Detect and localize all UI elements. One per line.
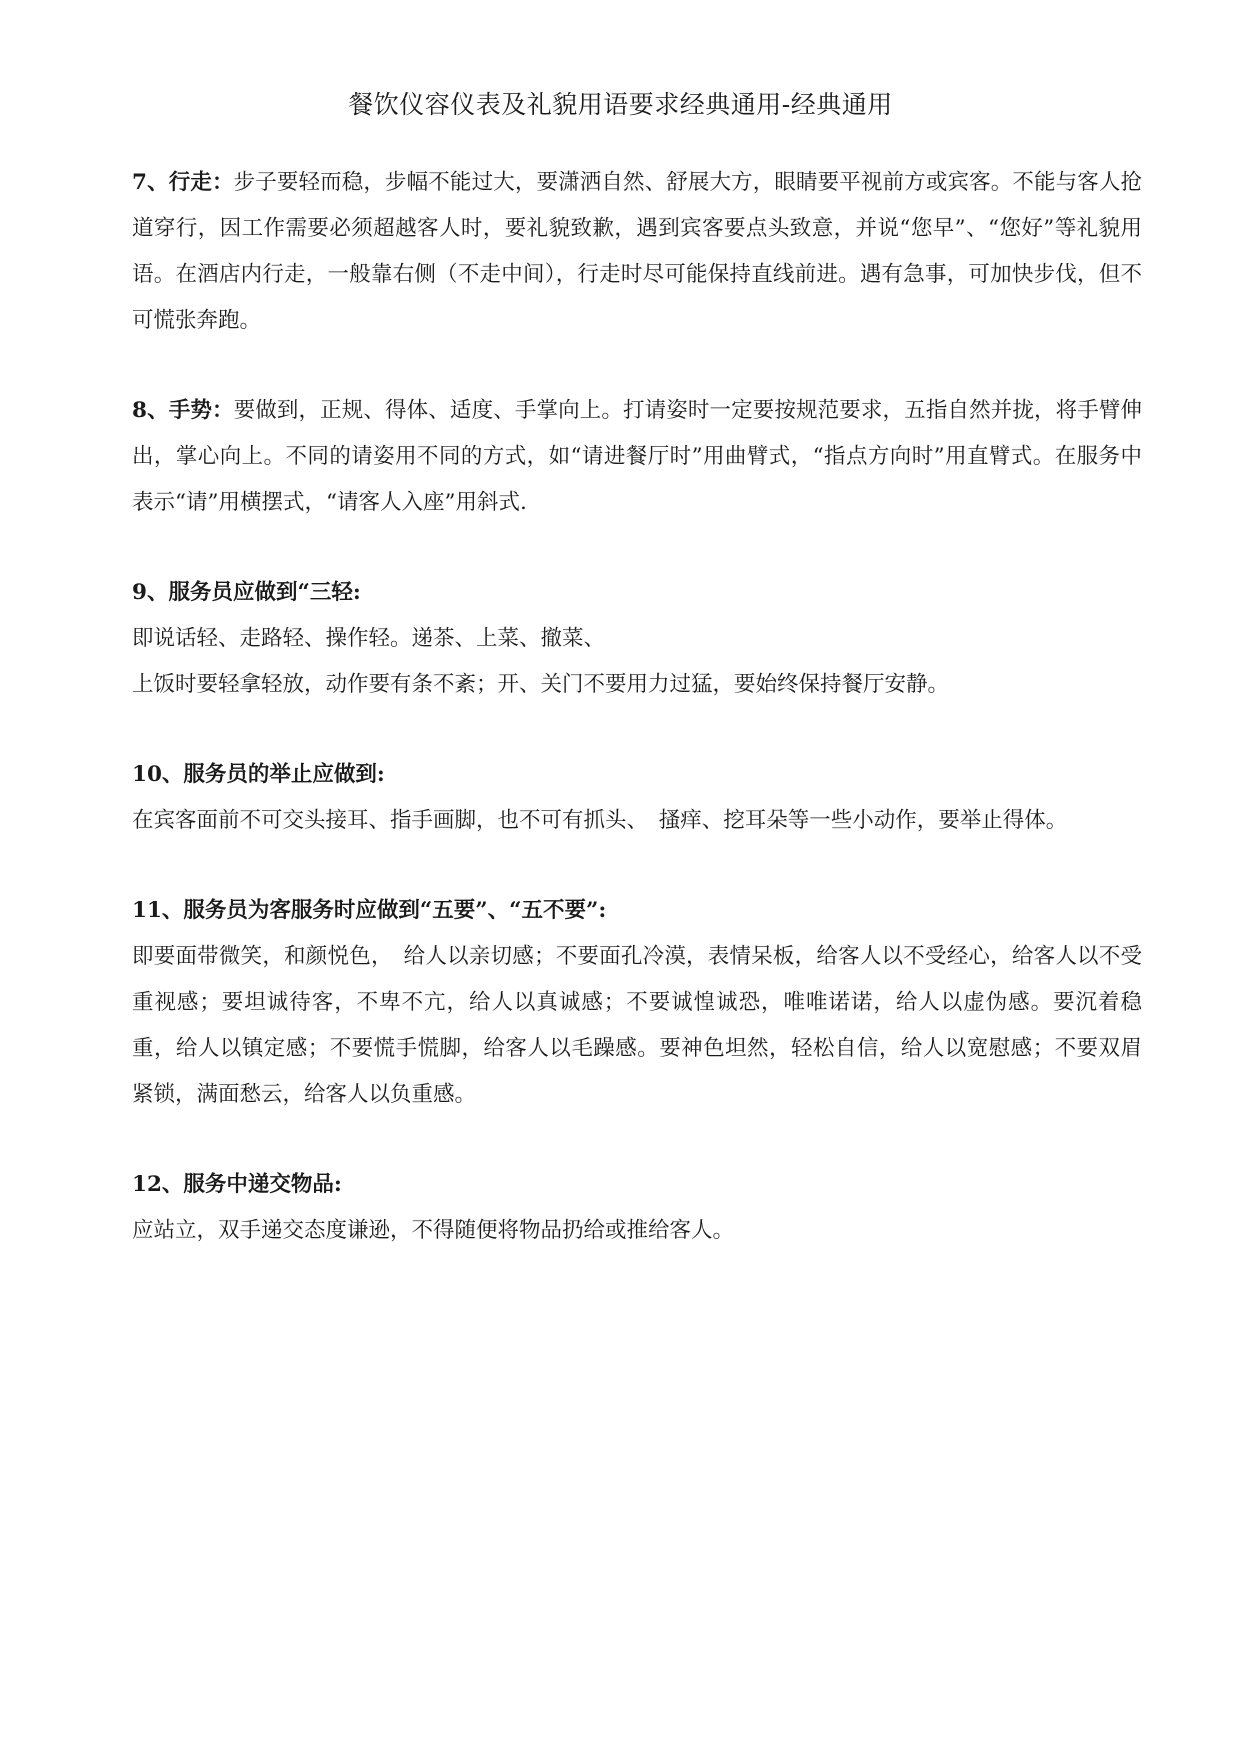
section-five-do-heading: 11、服务员为客服务时应做到“五要”、“五不要”: [132, 898, 607, 923]
section-hand-over [132, 1162, 1142, 1254]
section-behavior-heading: 10、服务员的举止应做到: [132, 762, 385, 787]
document-title: 餐饮仪容仪表及礼貌用语要求经典通用-经典通用 [348, 90, 893, 119]
document-body [132, 160, 1142, 1298]
section-five-do [132, 888, 1142, 1118]
section-walking [132, 160, 1142, 344]
section-three-light-text-1: 即说话轻、走路轻、操作轻。递茶、上菜、撤菜、 [132, 626, 606, 651]
section-behavior-text: 在宾客面前不可交头接耳、指手画脚，也不可有抓头、 搔痒、挖耳朵等一些小动作，要举止得体。 [132, 808, 1068, 833]
section-three-light [132, 570, 1142, 708]
section-behavior [132, 752, 1142, 844]
section-walking-paragraph [132, 160, 1142, 344]
section-three-light-text-2: 上饭时要轻拿轻放，动作要有条不紊；开、关门不要用力过猛，要始终保持餐厅安静。 [132, 672, 950, 697]
section-five-do-text: 即要面带微笑，和颜悦色， 给人以亲切感；不要面孔冷漠，表情呆板，给客人以不受经心，给客人以不受重视感；要坦诚待客，不卑不亢，给人以真诚感；不要诚惶诚恐，唯唯诺诺，给人以虚伪感。要沉着稳重，给人以镇定感；不要慌手慌脚，给客人以毛躁感。要神色坦然，轻松自信，给人以宽慰感；不要双眉紧锁，满面愁云，给客人以负重感。 [132, 944, 1142, 1107]
section-three-light-heading: 9、服务员应做到“三轻: [132, 580, 361, 605]
section-gesture [132, 388, 1142, 526]
section-walking-text: 步子要轻而稳，步幅不能过大，要潇洒自然、舒展大方，眼睛要平视前方或宾客。不能与客人抢道穿行，因工作需要必须超越客人时，要礼貌致歉，遇到宾客要点头致意，并说“您早”、“您好”等礼貌用语。在酒店内行走，一般靠右侧（不走中间），行走时尽可能保持直线前进。遇有急事，可加快步伐，但不可慌张奔跑。 [132, 170, 1142, 333]
section-walking-heading: 7、行走： [132, 170, 234, 195]
section-gesture-heading: 8、手势： [132, 398, 234, 423]
section-gesture-paragraph [132, 388, 1142, 526]
section-gesture-text: 要做到，正规、得体、适度、手掌向上。打请姿时一定要按规范要求，五指自然并拢，将手臂伸出，掌心向上。不同的请姿用不同的方式，如“请进餐厅时”用曲臂式，“指点方向时”用直臂式。在服务中表示“请”用横摆式，“请客人入座”用斜式. [132, 398, 1142, 515]
section-hand-over-heading: 12、服务中递交物品: [132, 1172, 342, 1197]
section-hand-over-text: 应站立，双手递交态度谦逊，不得随便将物品扔给或推给客人。 [132, 1218, 735, 1243]
